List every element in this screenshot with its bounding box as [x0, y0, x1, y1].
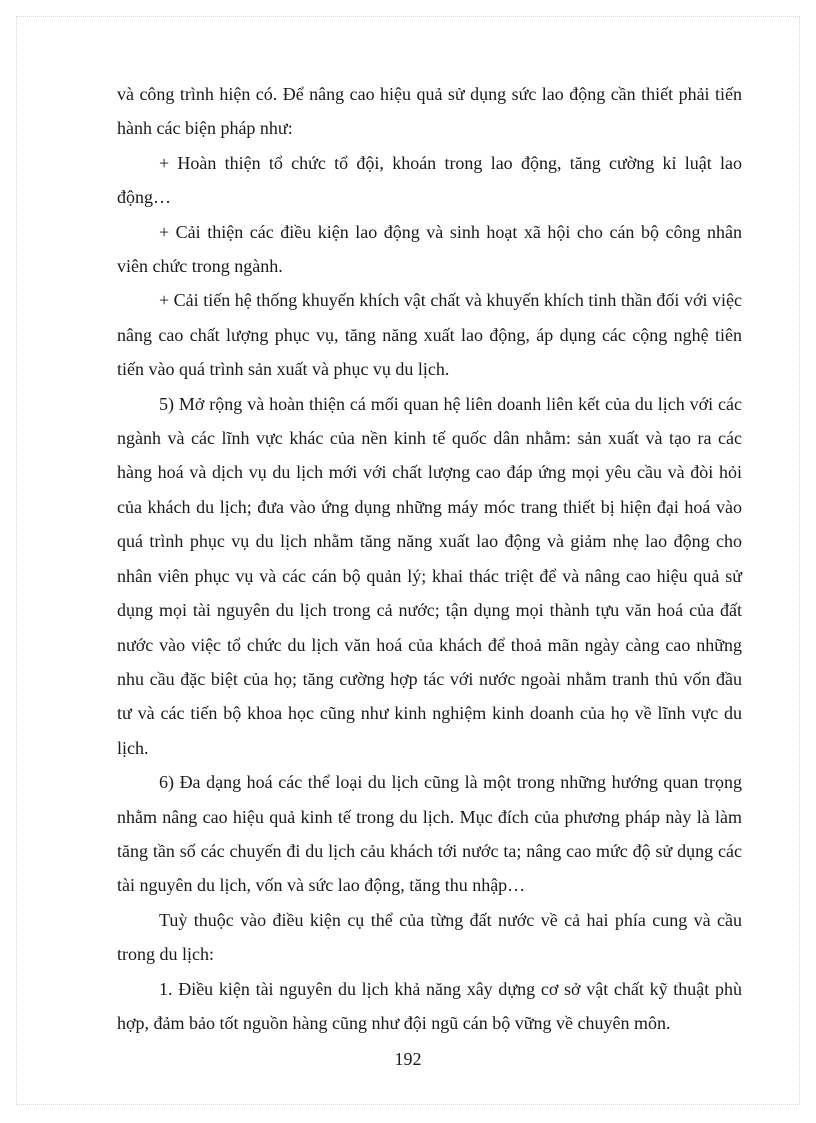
paragraph: và công trình hiện có. Để nâng cao hiệu quả sử dụng sức lao động cần thiết phải tiến hành các biện pháp như: [117, 84, 742, 139]
paragraph: + Cải thiện các điều kiện lao động và sinh hoạt xã hội cho cán bộ công nhân viên chức trong ngành. [117, 221, 742, 277]
page-border-left [16, 16, 17, 1104]
paragraph: 5) Mở rộng và hoàn thiện cá mối quan hệ liên doanh liên kết của du lịch với các ngành và các lĩnh vực khác của nền kinh tế quốc dân nhằm: sản xuất và tạo ra các hàng hoá và dịch vụ du lịch mới với chất lượng cao đáp ứng mọi yêu cầu và đòi hỏi của khách du lịch; đưa vào ứng dụng những máy móc trang thiết bị hiện đại hoá vào quá trình phục vụ du lịch nhằm tăng năng xuất lao động và giảm nhẹ lao động cho nhân viên phục vụ và các cán bộ quản lý; khai thác triệt để và nâng cao hiệu quả sử dụng mọi tài nguyên du lịch trong cả nước; tận dụng mọi thành tựu văn hoá của đất nước vào việc tổ chức du lịch văn hoá của khách để thoả mãn ngày càng cao những nhu cầu đặc biệt của họ; tăng cường hợp tác với nước ngoài nhằm tranh thủ vốn đầu tư và các tiến bộ khoa học cũng như kinh nghiệm kinh doanh của họ về lĩnh vực du lịch. [117, 393, 742, 758]
paragraph: 1. Điều kiện tài nguyên du lịch khả năng xây dựng cơ sở vật chất kỹ thuật phù hợp, đảm bảo tốt nguồn hàng cũng như đội ngũ cán bộ vững về chuyên môn. [117, 978, 742, 1033]
paragraph: + Cải tiến hệ thống khuyến khích vật chất và khuyến khích tinh thần đối với việc nâng cao chất lượng phục vụ, tăng năng xuất lao động, áp dụng các cộng nghệ tiên tiến vào quá trình sản xuất và phục vụ du lịch. [117, 290, 742, 380]
page-border-top [16, 16, 800, 17]
paragraph: 6) Đa dạng hoá các thể loại du lịch cũng là một trong những hướng quan trọng nhằm nâng cao hiệu quả kinh tế trong du lịch. Mục đích của phương pháp này là làm tăng tần số các chuyến đi du lịch cảu khách tới nước ta; nâng cao mức độ sử dụng các tài nguyên du lịch, vốn và sức lao động, tăng thu nhập… [117, 772, 742, 896]
paragraph: + Hoàn thiện tổ chức tổ đội, khoán trong lao động, tăng cường kỉ luật lao động… [117, 152, 742, 208]
page-border-right [799, 16, 800, 1104]
page-number: 192 [394, 1049, 422, 1069]
page-border-bottom [16, 1104, 800, 1105]
body-text [117, 77, 742, 1040]
paragraph: Tuỳ thuộc vào điều kiện cụ thể của từng đất nước về cả hai phía cung và cầu trong du lịch: [117, 909, 742, 965]
